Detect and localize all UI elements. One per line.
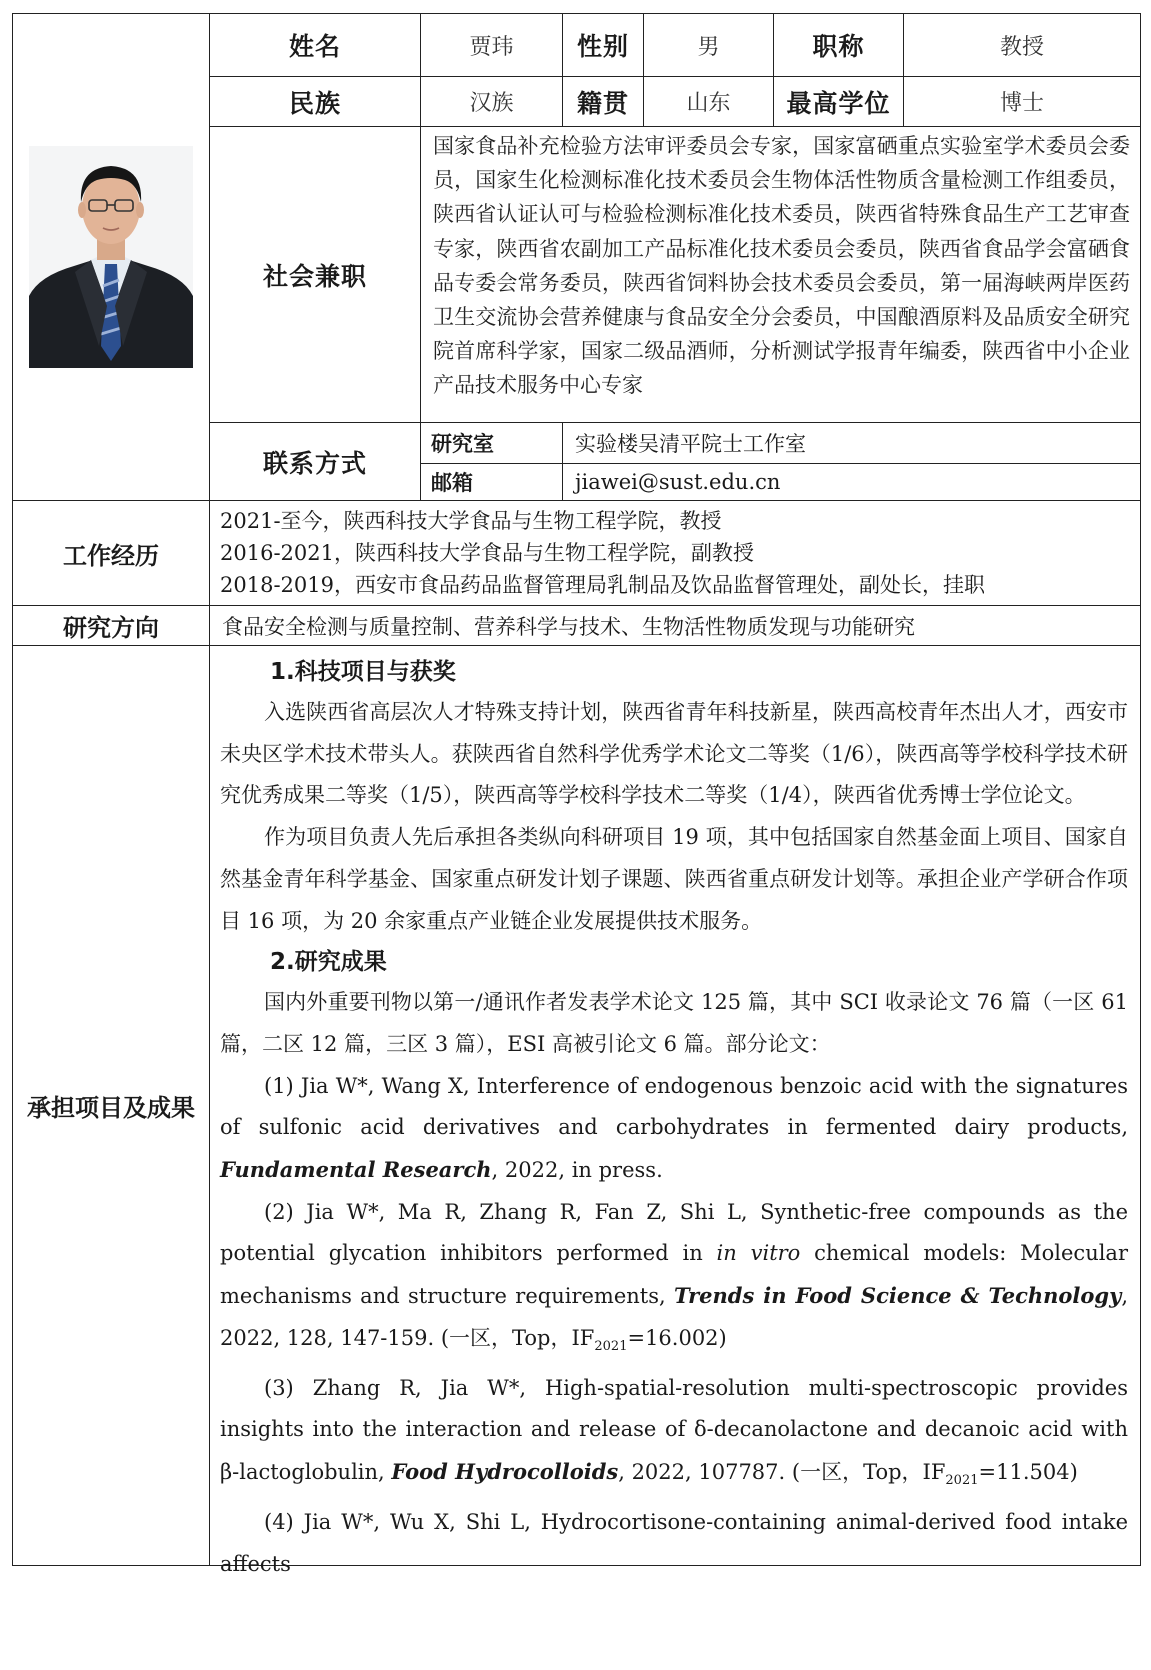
subscript: 2021: [594, 1339, 628, 1355]
reference-item: [220, 1192, 1128, 1368]
reference-text: (4) Jia W*, Wu X, Shi L, Hydrocortisone-containing animal-derived food intake affects: [220, 1510, 1128, 1576]
journal-name: Trends in Food Science & Technology: [674, 1283, 1122, 1309]
projects-content: [210, 646, 1141, 1576]
reference-text: =11.504): [978, 1460, 1078, 1485]
photo-cell: [13, 14, 210, 501]
social-label: 社会兼职: [210, 127, 421, 423]
journal-name: Fundamental Research: [220, 1157, 492, 1183]
email-label: 邮箱: [421, 464, 563, 501]
work-item: 2016-2021，陕西科技大学食品与生物工程学院，副教授: [220, 541, 754, 565]
paragraph: 作为项目负责人先后承担各类纵向科研项目 19 项，其中包括国家自然基金面上项目、国家自然基金青年科学基金、国家重点研发计划子课题、陕西省重点研发计划等。承担企业产学研合作项目 16 项，为 20 余家重点产业链企业发展提供技术服务。: [220, 825, 1128, 933]
reference-text: , 2022, in press.: [491, 1158, 663, 1183]
ethnicity-value: 汉族: [421, 77, 563, 127]
projects-label: 承担项目及成果: [13, 646, 210, 1566]
origin-value: 山东: [644, 77, 774, 127]
subscript: 2021: [945, 1473, 979, 1489]
social-text: 国家食品补充检验方法审评委员会专家，国家富硒重点实验室学术委员会委员，国家生化检测标准化技术委员会生物体活性物质含量检测工作组委员，陕西省认证认可与检验检测标准化技术委员，陕西省特殊食品生产工艺审查专家，陕西省农副加工产品标准化技术委员会委员，陕西省食品学会富硒食品专委会常务委员，陕西省饲料协会技术委员会委员，第一届海峡两岸医药卫生交流协会营养健康与食品安全分会委员，中国酿酒原料及品质安全研究院首席科学家，国家二级品酒师，分析测试学报青年编委，陕西省中小企业产品技术服务中心专家: [421, 127, 1141, 423]
origin-label: 籍贯: [563, 77, 644, 127]
name-label: 姓名: [210, 14, 421, 77]
portrait-photo: [29, 146, 193, 368]
journal-name: Food Hydrocolloids: [391, 1459, 619, 1485]
reference-text: chemical models: Molecular mechanisms and structure requirements,: [220, 1241, 1128, 1309]
research-text: 食品安全检测与质量控制、营养科学与技术、生物活性物质发现与功能研究: [210, 606, 1141, 646]
work-item: 2021-至今，陕西科技大学食品与生物工程学院，教授: [220, 509, 722, 533]
reference-text: (2) Jia W*, Ma R, Zhang R, Fan Z, Shi L, Synthetic-free compounds as the potential glycation inhibitors performed in: [220, 1199, 1128, 1266]
title-label: 职称: [774, 14, 904, 77]
email-value: jiawei@sust.edu.cn: [563, 464, 1141, 501]
ethnicity-label: 民族: [210, 77, 421, 127]
name-value: 贾玮: [421, 14, 563, 77]
degree-value: 博士: [904, 77, 1141, 127]
section-title: 1.科技项目与获奖: [270, 659, 456, 685]
contact-label: 联系方式: [210, 423, 421, 501]
reference-text: , 2022, 128, 147-159. (一区，Top，IF: [220, 1284, 1128, 1350]
cv-page: [12, 13, 1140, 1661]
gender-value: 男: [644, 14, 774, 77]
work-label: 工作经历: [13, 501, 210, 606]
reference-text: =16.002): [627, 1325, 727, 1350]
reference-text: (1) Jia W*, Wang X, Interference of endogenous benzoic acid with the signatures of sulfonic acid derivatives and carbohydrates in fermented dairy products,: [220, 1073, 1128, 1140]
work-item: 2018-2019，西安市食品药品监督管理局乳制品及饮品监督管理处，副处长，挂职: [220, 573, 985, 597]
paragraph: 国内外重要刊物以第一/通讯作者发表学术论文 125 篇，其中 SCI 收录论文 76 篇（一区 61 篇，二区 12 篇，三区 3 篇），ESI 高被引论文 6 篇。部分论文：: [220, 990, 1128, 1056]
reference-text: , 2022, 107787. (一区，Top，IF: [618, 1460, 946, 1485]
degree-label: 最高学位: [774, 77, 904, 127]
office-value: 实验楼吴清平院士工作室: [563, 423, 1141, 464]
reference-item: [220, 1502, 1128, 1585]
section-title: 2.研究成果: [270, 949, 387, 976]
reference-text: (3) Zhang R, Jia W*, High-spatial-resolution multi-spectroscopic provides insights into the interaction and release of δ-decanolactone and decanoic acid with β-lactoglobulin,: [220, 1375, 1128, 1485]
gender-label: 性别: [563, 14, 644, 77]
title-value: 教授: [904, 14, 1141, 77]
paragraph: 入选陕西省高层次人才特殊支持计划，陕西省青年科技新星，陕西高校青年杰出人才，西安市未央区学术技术带头人。获陕西省自然科学优秀学术论文二等奖（1/6），陕西高等学校科学技术研究优秀成果二等奖（1/5），陕西高等学校科学技术二等奖（1/4），陕西省优秀博士学位论文。: [220, 700, 1128, 808]
reference-italic: in vitro: [716, 1241, 801, 1266]
cv-table: [12, 13, 1141, 1576]
office-label: 研究室: [421, 423, 563, 464]
reference-item: [220, 1066, 1128, 1192]
research-label: 研究方向: [13, 606, 210, 646]
reference-item: [220, 1368, 1128, 1502]
work-list: [210, 501, 1141, 606]
